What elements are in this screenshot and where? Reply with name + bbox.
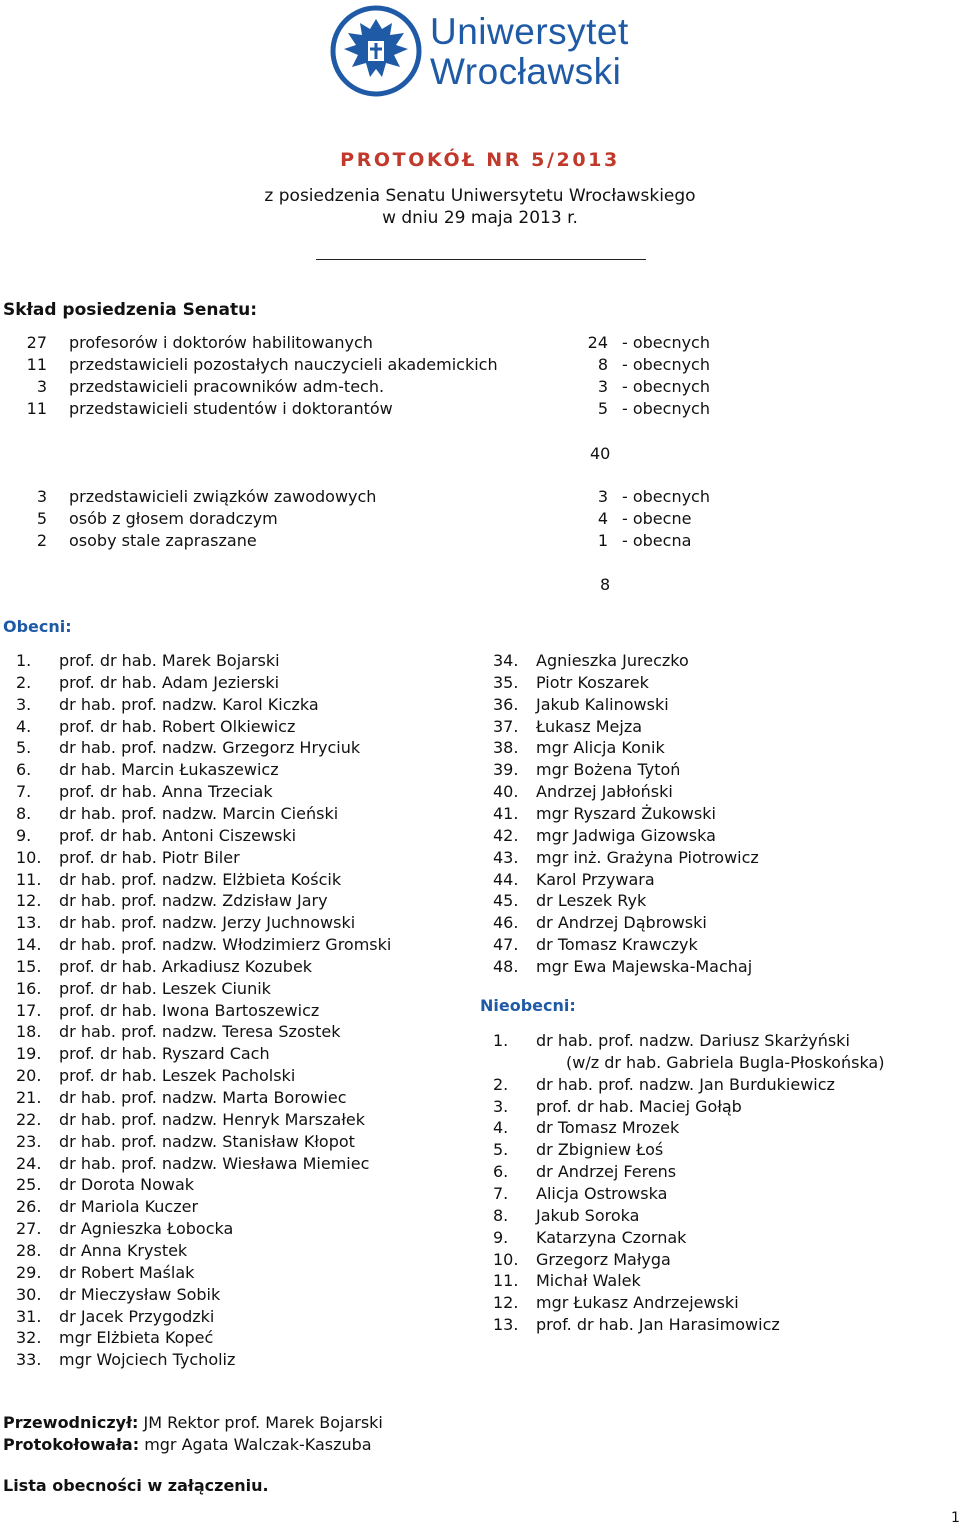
list-number: 4. bbox=[493, 1118, 509, 1138]
person-name: Agnieszka Jureczko bbox=[536, 651, 689, 670]
composition-row bbox=[0, 355, 960, 377]
person-name: Jakub Kalinowski bbox=[536, 694, 669, 714]
list-number: 6. bbox=[493, 1162, 509, 1182]
list-number: 41. bbox=[493, 803, 519, 823]
composition-count: 3 bbox=[36, 487, 47, 506]
person-name: dr Andrzej Dąbrowski bbox=[536, 913, 707, 933]
person-name: dr hab. prof. nadzw. Jerzy Juchnowski bbox=[59, 913, 356, 933]
person-name: dr Mariola Kuczer bbox=[59, 1197, 199, 1217]
person-name: mgr Bożena Tytoń bbox=[536, 760, 681, 780]
list-number: 9. bbox=[16, 825, 32, 845]
list-number: 15. bbox=[16, 956, 42, 976]
person-name: Alicja Ostrowska bbox=[536, 1183, 668, 1203]
document-title: PROTOKÓŁ NR 5/2013 bbox=[340, 149, 620, 171]
person-name: dr hab. prof. nadzw. Teresa Szostek bbox=[59, 1022, 341, 1042]
person-name: dr hab. prof. nadzw. Henryk Marszałek bbox=[59, 1109, 365, 1129]
composition-present: 8 bbox=[597, 355, 608, 374]
list-number: 33. bbox=[16, 1350, 42, 1370]
university-logo bbox=[330, 5, 629, 97]
person-name: Andrzej Jabłoński bbox=[536, 782, 673, 802]
document-date: w dniu 29 maja 2013 r. bbox=[382, 208, 578, 228]
composition-total-b: 8 bbox=[600, 575, 611, 594]
list-number: 45. bbox=[493, 891, 519, 911]
list-number: 38. bbox=[493, 738, 519, 758]
list-number: 2. bbox=[493, 1074, 509, 1094]
person-name: dr Anna Krystek bbox=[59, 1240, 188, 1260]
person-name: dr hab. prof. nadzw. Wiesława Miemiec bbox=[59, 1153, 370, 1173]
list-number: 12. bbox=[493, 1293, 519, 1313]
list-number: 9. bbox=[493, 1227, 509, 1247]
list-number: 3. bbox=[493, 1096, 509, 1116]
composition-count: 11 bbox=[26, 399, 47, 418]
composition-status: - obecne bbox=[622, 509, 692, 528]
person-name: Katarzyna Czornak bbox=[536, 1227, 687, 1247]
person-name: dr Robert Maślak bbox=[59, 1262, 195, 1282]
person-name: dr Zbigniew Łoś bbox=[536, 1140, 664, 1160]
composition-row bbox=[0, 333, 960, 355]
list-number: 8. bbox=[16, 803, 32, 823]
list-number: 10. bbox=[16, 847, 42, 867]
person-name: prof. dr hab. Adam Jezierski bbox=[59, 672, 280, 692]
person-name: mgr inż. Grażyna Piotrowicz bbox=[536, 847, 759, 867]
list-number: 5. bbox=[493, 1140, 509, 1160]
person-name: dr hab. prof. nadzw. Elżbieta Kościk bbox=[59, 869, 342, 889]
list-number: 31. bbox=[16, 1306, 42, 1326]
composition-row bbox=[0, 531, 960, 553]
list-number: 42. bbox=[493, 825, 519, 845]
composition-present: 1 bbox=[597, 531, 608, 550]
composition-count: 2 bbox=[36, 531, 47, 550]
list-number: 12. bbox=[16, 891, 42, 911]
person-name: dr Tomasz Krawczyk bbox=[536, 935, 698, 955]
list-number: 29. bbox=[16, 1262, 42, 1282]
composition-description: przedstawicieli pracowników adm-tech. bbox=[69, 377, 385, 396]
logo-text-line1: Uniwersytet bbox=[430, 11, 629, 52]
person-name: prof. dr hab. Leszek Ciunik bbox=[59, 978, 271, 998]
list-number: 44. bbox=[493, 869, 519, 889]
list-number: 20. bbox=[16, 1066, 42, 1086]
composition-description: przedstawicieli pozostałych nauczycieli akademickich bbox=[69, 355, 498, 374]
list-number: 11. bbox=[16, 869, 42, 889]
person-name: mgr Jadwiga Gizowska bbox=[536, 825, 716, 845]
list-number: 13. bbox=[16, 913, 42, 933]
person-name: prof. dr hab. Maciej Gołąb bbox=[536, 1096, 742, 1116]
person-name: dr hab. prof. nadzw. Grzegorz Hryciuk bbox=[59, 738, 361, 758]
list-number: 37. bbox=[493, 716, 519, 736]
page-number: 1 bbox=[951, 1510, 960, 1526]
person-name: Piotr Koszarek bbox=[536, 672, 649, 692]
person-name: (w/z dr hab. Gabriela Bugla-Płoskońska) bbox=[566, 1052, 885, 1072]
list-number: 48. bbox=[493, 956, 519, 976]
list-number: 47. bbox=[493, 935, 519, 955]
composition-present: 4 bbox=[597, 509, 608, 528]
composition-row bbox=[0, 509, 960, 531]
person-name: dr Agnieszka Łobocka bbox=[59, 1219, 234, 1239]
composition-count: 27 bbox=[26, 333, 47, 352]
person-name: prof. dr hab. Piotr Biler bbox=[59, 847, 240, 867]
list-number: 34. bbox=[493, 651, 519, 670]
list-number: 26. bbox=[16, 1197, 42, 1217]
list-number: 43. bbox=[493, 847, 519, 867]
person-name: mgr Ewa Majewska-Machaj bbox=[536, 956, 753, 976]
chair-value: JM Rektor prof. Marek Bojarski bbox=[143, 1413, 383, 1432]
composition-row bbox=[0, 377, 960, 399]
list-number: 19. bbox=[16, 1044, 42, 1064]
person-name: Karol Przywara bbox=[536, 869, 655, 889]
list-number: 30. bbox=[16, 1284, 42, 1304]
composition-count: 5 bbox=[36, 509, 47, 528]
person-name: Łukasz Mejza bbox=[536, 716, 643, 736]
person-name: dr hab. prof. nadzw. Dariusz Skarżyński bbox=[536, 1031, 850, 1050]
composition-description: osób z głosem doradczym bbox=[69, 509, 278, 528]
composition-status: - obecnych bbox=[622, 333, 710, 352]
person-name: Jakub Soroka bbox=[536, 1205, 640, 1225]
minutes-line bbox=[3, 1435, 372, 1454]
composition-status: - obecnych bbox=[622, 355, 710, 374]
person-name: mgr Elżbieta Kopeć bbox=[59, 1328, 214, 1348]
person-name: mgr Wojciech Tycholiz bbox=[59, 1350, 236, 1370]
composition-status: - obecnych bbox=[622, 377, 710, 396]
attendance-note bbox=[3, 1476, 269, 1495]
person-name: prof. dr hab. Jan Harasimowicz bbox=[536, 1315, 780, 1335]
composition-total-a: 40 bbox=[590, 444, 611, 463]
person-name: dr Andrzej Ferens bbox=[536, 1162, 677, 1182]
list-number: 3. bbox=[16, 694, 32, 714]
composition-present: 24 bbox=[587, 333, 608, 352]
absent-heading: Nieobecni: bbox=[480, 996, 576, 1015]
person-name: dr Dorota Nowak bbox=[59, 1175, 195, 1195]
list-number: 13. bbox=[493, 1315, 519, 1335]
composition-row bbox=[0, 487, 960, 509]
list-number: 4. bbox=[16, 716, 32, 736]
composition-status: - obecnych bbox=[622, 487, 710, 506]
logo-text-line2: Wrocławski bbox=[430, 51, 622, 92]
composition-description: profesorów i doktorów habilitowanych bbox=[69, 333, 373, 352]
list-number: 28. bbox=[16, 1240, 42, 1260]
list-number: 36. bbox=[493, 694, 519, 714]
document-subtitle: z posiedzenia Senatu Uniwersytetu Wrocławskiego bbox=[264, 186, 696, 206]
chair-line bbox=[3, 1413, 383, 1432]
composition-present: 3 bbox=[597, 377, 608, 396]
list-number: 32. bbox=[16, 1328, 42, 1348]
person-name: dr Tomasz Mrozek bbox=[536, 1118, 680, 1138]
composition-present: 5 bbox=[597, 399, 608, 418]
person-name: mgr Łukasz Andrzejewski bbox=[536, 1293, 739, 1313]
list-number: 1. bbox=[493, 1031, 509, 1050]
composition-description: przedstawicieli studentów i doktorantów bbox=[69, 399, 393, 418]
composition-description: osoby stale zapraszane bbox=[69, 531, 257, 550]
list-number: 35. bbox=[493, 672, 519, 692]
list-number: 25. bbox=[16, 1175, 42, 1195]
list-number: 40. bbox=[493, 782, 519, 802]
list-number: 14. bbox=[16, 935, 42, 955]
composition-row bbox=[0, 399, 960, 421]
list-number: 39. bbox=[493, 760, 519, 780]
person-name: dr Jacek Przygodzki bbox=[59, 1306, 215, 1326]
list-number: 46. bbox=[493, 913, 519, 933]
person-name: prof. dr hab. Arkadiusz Kozubek bbox=[59, 956, 313, 976]
list-number: 5. bbox=[16, 738, 32, 758]
attendance-note-text: Lista obecności w załączeniu. bbox=[3, 1476, 269, 1495]
person-name: prof. dr hab. Antoni Ciszewski bbox=[59, 825, 297, 845]
composition-count: 3 bbox=[36, 377, 47, 396]
list-number: 18. bbox=[16, 1022, 42, 1042]
composition-status: - obecna bbox=[622, 531, 692, 550]
person-name: dr hab. prof. nadzw. Marcin Cieński bbox=[59, 803, 339, 823]
person-name: prof. dr hab. Ryszard Cach bbox=[59, 1044, 270, 1064]
list-number: 7. bbox=[16, 782, 32, 802]
person-name: dr Leszek Ryk bbox=[536, 891, 647, 911]
person-name: prof. dr hab. Robert Olkiewicz bbox=[59, 716, 296, 736]
person-name: dr hab. prof. nadzw. Marta Borowiec bbox=[59, 1088, 347, 1107]
list-number: 7. bbox=[493, 1183, 509, 1203]
eagle-emblem-icon bbox=[330, 5, 422, 97]
person-name: dr hab. Marcin Łukaszewicz bbox=[59, 760, 279, 780]
list-number: 1. bbox=[16, 651, 32, 670]
chair-label: Przewodniczył: bbox=[3, 1413, 139, 1432]
list-number: 10. bbox=[493, 1249, 519, 1269]
person-name: prof. dr hab. Leszek Pacholski bbox=[59, 1066, 296, 1086]
person-name: prof. dr hab. Iwona Bartoszewicz bbox=[59, 1000, 320, 1020]
list-number: 22. bbox=[16, 1109, 42, 1129]
person-name: mgr Alicja Konik bbox=[536, 738, 665, 758]
minutes-value: mgr Agata Walczak-Kaszuba bbox=[144, 1435, 372, 1454]
person-name: dr hab. prof. nadzw. Karol Kiczka bbox=[59, 694, 319, 714]
person-name: dr hab. prof. nadzw. Jan Burdukiewicz bbox=[536, 1074, 835, 1094]
composition-heading: Skład posiedzenia Senatu: bbox=[3, 300, 258, 320]
list-number: 11. bbox=[493, 1271, 519, 1291]
list-number: 21. bbox=[16, 1088, 42, 1107]
person-name: dr hab. prof. nadzw. Włodzimierz Gromski bbox=[59, 935, 392, 955]
title-divider bbox=[316, 259, 646, 260]
present-heading: Obecni: bbox=[3, 617, 72, 636]
list-number: 17. bbox=[16, 1000, 42, 1020]
list-number: 27. bbox=[16, 1219, 42, 1239]
list-number: 8. bbox=[493, 1205, 509, 1225]
person-name: dr Mieczysław Sobik bbox=[59, 1284, 221, 1304]
composition-description: przedstawicieli związków zawodowych bbox=[69, 487, 377, 506]
composition-count: 11 bbox=[26, 355, 47, 374]
person-name: Michał Walek bbox=[536, 1271, 641, 1291]
minutes-label: Protokołowała: bbox=[3, 1435, 140, 1454]
composition-present: 3 bbox=[597, 487, 608, 506]
person-name: Grzegorz Małyga bbox=[536, 1249, 671, 1269]
list-number: 24. bbox=[16, 1153, 42, 1173]
person-name: prof. dr hab. Anna Trzeciak bbox=[59, 782, 273, 802]
person-name: dr hab. prof. nadzw. Zdzisław Jary bbox=[59, 891, 328, 911]
person-name: dr hab. prof. nadzw. Stanisław Kłopot bbox=[59, 1131, 355, 1151]
composition-status: - obecnych bbox=[622, 399, 710, 418]
list-number: 16. bbox=[16, 978, 42, 998]
person-name: mgr Ryszard Żukowski bbox=[536, 803, 716, 823]
list-number: 6. bbox=[16, 760, 32, 780]
list-number: 23. bbox=[16, 1131, 42, 1151]
person-name: prof. dr hab. Marek Bojarski bbox=[59, 651, 280, 670]
list-number: 2. bbox=[16, 672, 32, 692]
